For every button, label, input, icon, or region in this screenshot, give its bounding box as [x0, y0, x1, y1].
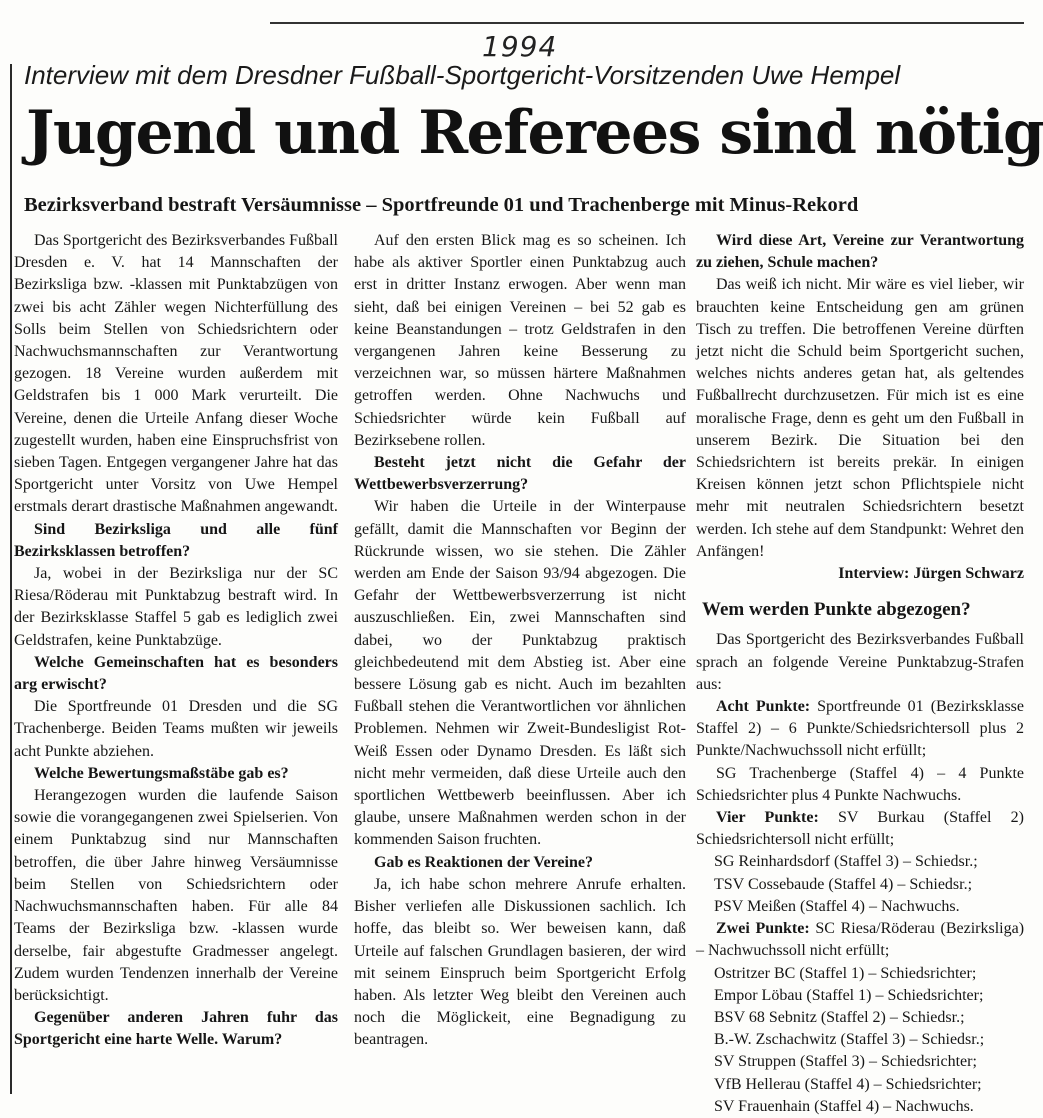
- penalty-entry: SG Reinhardsdorf (Staffel 3) – Schiedsr.;: [714, 853, 978, 871]
- penalty-box-title: Wem werden Punkte abgezogen?: [702, 599, 971, 621]
- interview-answer: Die Sportfreunde 01 Dresden und die SG Trachenberge. Beiden Teams mußten wir jeweils acht Punkte abziehen.: [14, 698, 338, 760]
- article-column-1: [14, 230, 338, 1092]
- top-rule: [270, 22, 1024, 24]
- penalty-entry: SV Struppen (Staffel 3) – Schiedsrichter;: [714, 1053, 977, 1071]
- handwritten-year-note: 1994: [482, 30, 558, 63]
- article-headline: Jugend und Referees sind nötig: [26, 98, 1043, 168]
- article-kicker: Interview mit dem Dresdner Fußball-Sportgericht-Vorsitzenden Uwe Hempel: [24, 60, 901, 90]
- penalty-entry: BSV 68 Sebnitz (Staffel 2) – Schiedsr.;: [714, 1008, 965, 1026]
- article-column-3: [696, 230, 1025, 1115]
- interview-question: Welche Bewertungsmaßstäbe gab es?: [34, 764, 289, 782]
- interview-signature: Interview: Jürgen Schwarz: [838, 565, 1024, 583]
- penalty-entry: SV Frauenhain (Staffel 4) – Nachwuchs.: [714, 1097, 974, 1115]
- penalty-label: Acht Punkte:: [716, 698, 811, 716]
- intro-paragraph: Das Sportgericht des Bezirksverbandes Fußball Dresden e. V. hat 14 Mannschaften der Bezirksliga bzw. -klassen mit Punktabzügen von zwei bis acht Zähler wegen Nichterfüllung des Solls beim Stellen von Schiedsrichtern oder Nachwuchsmannschaften zur Verantwortung gezogen. 18 Vereine wurden außerdem mit Geldstrafen bis 1 000 Mark verurteilt. Die Vereine, denen die Urteile Anfang dieser Woche zugestellt wurden, haben eine Einspruchsfrist von sieben Tagen. Entgegen vergangener Jahre hat das Sportgericht unter Vorsitz von Uwe Hempel erstmals derart drastische Maßnahmen angewandt.: [14, 232, 338, 516]
- left-margin-rule: [10, 64, 12, 1094]
- article-subheadline: Bezirksverband bestraft Versäumnisse – Sportfreunde 01 und Trachenberge mit Minus-Rekord: [24, 194, 859, 216]
- penalty-label: Zwei Punkte:: [716, 920, 810, 938]
- penalty-label: Vier Punkte:: [716, 809, 819, 827]
- interview-answer: Herangezogen wurden die laufende Saison sowie die vorangegangenen zwei Spielserien. Von einem Punktabzug sind nur Mannschaften betroffen, die über Jahre hinweg Versäumnisse beim Stellen von Schiedsrichtern oder Nachwuchsmannschaften haben. Für alle 84 Teams der Bezirksliga bzw. -klassen wurde derselbe, fair abgestufte Gradmesser angelegt. Zudem wurden Tendenzen innerhalb der Vereine berücksichtigt.: [14, 787, 338, 1004]
- interview-answer: Ja, wobei in der Bezirksliga nur der SC Riesa/Röderau mit Punktabzug bestraft wird. In der Bezirksklasse Staffel 5 gab es lediglich zwei Geldstrafen, keine Punktabzüge.: [14, 565, 338, 649]
- article-column-2: [354, 230, 686, 1092]
- interview-question: Wird diese Art, Vereine zur Verantwortung zu ziehen, Schule machen?: [696, 232, 1024, 272]
- interview-answer: Auf den ersten Blick mag es so scheinen. Ich habe als aktiver Sportler einen Punktabzug auch erst in dritter Instanz erwogen. Aber wenn man sieht, daß bei einigen Vereinen – bei 52 gab es keine Beanstandungen – trotz Geldstrafen in den vergangenen Jahren keine Besserung zu verzeichnen war, so müssen härtere Maßnahmen getroffen werden. Ohne Nachwuchs und Schiedsrichter würde kein Fußball auf Bezirksebene rollen.: [354, 232, 686, 449]
- interview-question: Besteht jetzt nicht die Gefahr der Wettbewerbsverzerrung?: [354, 454, 686, 494]
- penalty-eight-points: [696, 696, 1024, 763]
- penalty-text: SC Riesa/Röderau (Bezirksliga) – Nachwuchssoll nicht erfüllt;: [696, 920, 1025, 960]
- penalty-text: SV Burkau (Staffel 2) Schiedsrichtersoll nicht erfüllt;: [696, 809, 1024, 849]
- penalty-text: Sportfreunde 01 (Bezirksklasse Staffel 2) – 6 Punkte/Schiedsrichtersoll plus 2 Punkte/Nachwuchssoll nicht erfüllt;: [696, 698, 1024, 760]
- interview-question: Sind Bezirksliga und alle fünf Bezirksklassen betroffen?: [14, 520, 338, 560]
- penalty-entry: B.-W. Zschachwitz (Staffel 3) – Schiedsr.;: [714, 1031, 985, 1049]
- interview-question: Welche Gemeinschaften hat es besonders arg erwischt?: [14, 653, 338, 694]
- interview-question: Gab es Reaktionen der Vereine?: [374, 853, 593, 871]
- interview-answer: Ja, ich habe schon mehrere Anrufe erhalten. Bisher verliefen alle Diskussionen sachlich. Ich hoffe, das bleibt so. Wer beweisen kann, daß Urteile auf falschen Grundlagen basieren, der wird mit seinem Einspruch beim Sportgericht Erfolg haben. Als letzter Weg bleibt den Vereinen auch noch die Möglickeit, eine Begnadigung zu beantragen.: [354, 875, 686, 1049]
- penalty-entry: VfB Hellerau (Staffel 4) – Schiedsrichter;: [714, 1075, 982, 1093]
- interview-answer: Wir haben die Urteile in der Winterpause gefällt, damit die Mannschaften vor Beginn der Rückrunde wissen, wo sie stehen. Die Zähler werden am Ende der Saison 93/94 abgezogen. Die Gefahr der Wettbewerbsverzerrung ist nicht auszuschließen. Ein, zwei Mannschaften sind dabei, wo der Punktabzug praktisch gleichbedeutend mit dem Abstieg ist. Aber eine bessere Lösung gab es nicht. Auch im bezahlten Fußball stehen die Verantwortlichen vor ähnlichen Problemen. Nehmen wir Zweit-Bundesligist Rot-Weiß Essen oder Dynamo Dresden. Es läßt sich nicht mehr vermeiden, daß diese Urteile auch den sportlichen Wettbewerb beeinflussen. Aber ich glaube, unsere Maßnahmen werden schon in der kommenden Saison fruchten.: [354, 498, 686, 849]
- penalty-entry: Ostritzer BC (Staffel 1) – Schiedsrichter;: [714, 964, 977, 982]
- penalty-two-points: [696, 918, 1024, 962]
- penalty-entry: Empor Löbau (Staffel 1) – Schiedsrichter;: [714, 986, 984, 1004]
- penalty-box-intro: Das Sportgericht des Bezirksverbandes Fußball sprach an folgende Vereine Punktabzug-Strafen aus:: [696, 631, 1024, 693]
- penalty-four-points: [696, 807, 1024, 851]
- interview-answer: Das weiß ich nicht. Mir wäre es viel lieber, wir brauchten keine Entscheidung gen am grünen Tisch zu treffen. Die betroffenen Vereine dürften jetzt nicht die Schuld beim Sportgericht suchen, welches nichts anderes getan hat, als geltendes Fußballrecht durchzusetzen. Für mich ist es eine moralische Frage, denn es geht um den Fußball in unserem Bezirk. Die Situation bei den Schiedsrichtern ist bereits prekär. In einigen Kreisen können jetzt schon Pflichtspiele nicht mehr mit neutralen Schiedsrichtern besetzt werden. Ich stehe auf dem Standpunkt: Wehret den Anfängen!: [696, 276, 1024, 560]
- penalty-entry: SG Trachenberge (Staffel 4) – 4 Punkte Schiedsrichter plus 4 Punkte Nachwuchs.: [696, 764, 1024, 804]
- penalty-entry: TSV Cossebaude (Staffel 4) – Schiedsr.;: [714, 875, 973, 893]
- penalty-entry: PSV Meißen (Staffel 4) – Nachwuchs.: [714, 897, 960, 915]
- interview-question: Gegenüber anderen Jahren fuhr das Sportgericht eine harte Welle. Warum?: [14, 1009, 338, 1049]
